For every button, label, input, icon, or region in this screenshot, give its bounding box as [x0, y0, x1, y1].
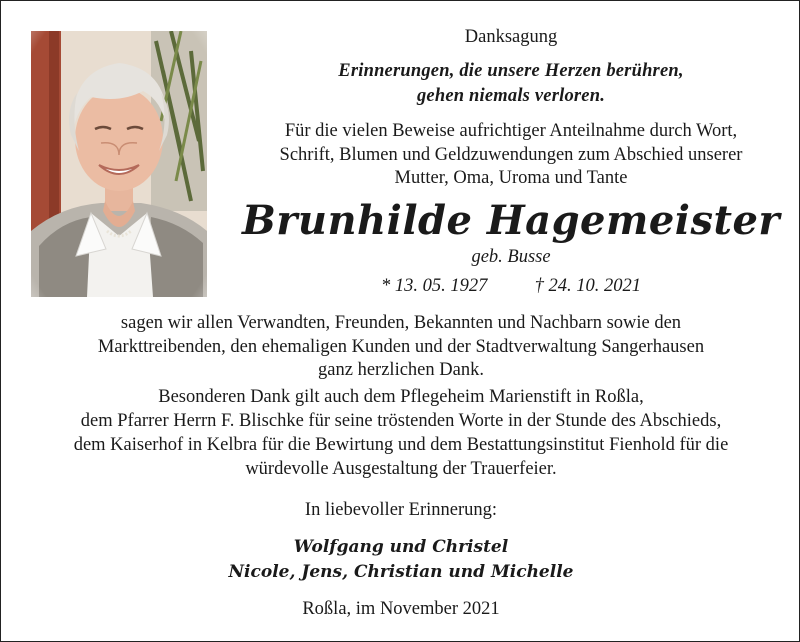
special-thanks-line: dem Kaiserhof in Kelbra für die Bewirtung und dem Bestattungsinstitut Fienhold für die: [73, 435, 729, 455]
maiden-name: geb. Busse: [471, 247, 551, 267]
intro-line: Für die vielen Beweise aufrichtiger Anteilnahme durch Wort,: [284, 121, 738, 141]
life-dates: [221, 275, 800, 298]
closing-line: In liebevoller Erinnerung:: [304, 500, 498, 520]
signatories-line: Nicole, Jens, Christian und Michelle: [228, 562, 574, 582]
motto-line: Erinnerungen, die unsere Herzen berühren,: [338, 61, 684, 81]
thanks-line: ganz herzlichen Dank.: [318, 360, 484, 380]
deceased-name: Brunhilde Hagemeister: [242, 197, 780, 244]
special-thanks-line: würdevolle Ausgestaltung der Trauerfeier.: [245, 459, 557, 479]
signatories-line: Wolfgang und Christel: [293, 537, 509, 557]
place-date: Roßla, im November 2021: [302, 599, 500, 619]
intro-line: Mutter, Oma, Uroma und Tante: [394, 168, 628, 188]
special-thanks-line: dem Pfarrer Herrn F. Blischke für seine tröstenden Worte in der Stunde des Abschieds,: [80, 411, 722, 431]
thanks-line: Markttreibenden, den ehemaligen Kunden und der Stadtverwaltung Sangerhausen: [97, 337, 705, 357]
thanks-line: sagen wir allen Verwandten, Freunden, Bekannten und Nachbarn sowie den: [120, 313, 682, 333]
intro-line: Schrift, Blumen und Geldzuwendungen zum Abschied unserer: [279, 145, 743, 165]
heading: Danksagung: [464, 27, 558, 47]
death-date: † 24. 10. 2021: [534, 276, 641, 296]
special-thanks-line: Besonderen Dank gilt auch dem Pflegeheim Marienstift in Roßla,: [158, 387, 644, 407]
portrait-photo: [31, 31, 207, 297]
motto-line: gehen niemals verloren.: [416, 86, 606, 106]
birth-date: * 13. 05. 1927: [381, 276, 488, 296]
portrait-illustration: [31, 31, 207, 297]
